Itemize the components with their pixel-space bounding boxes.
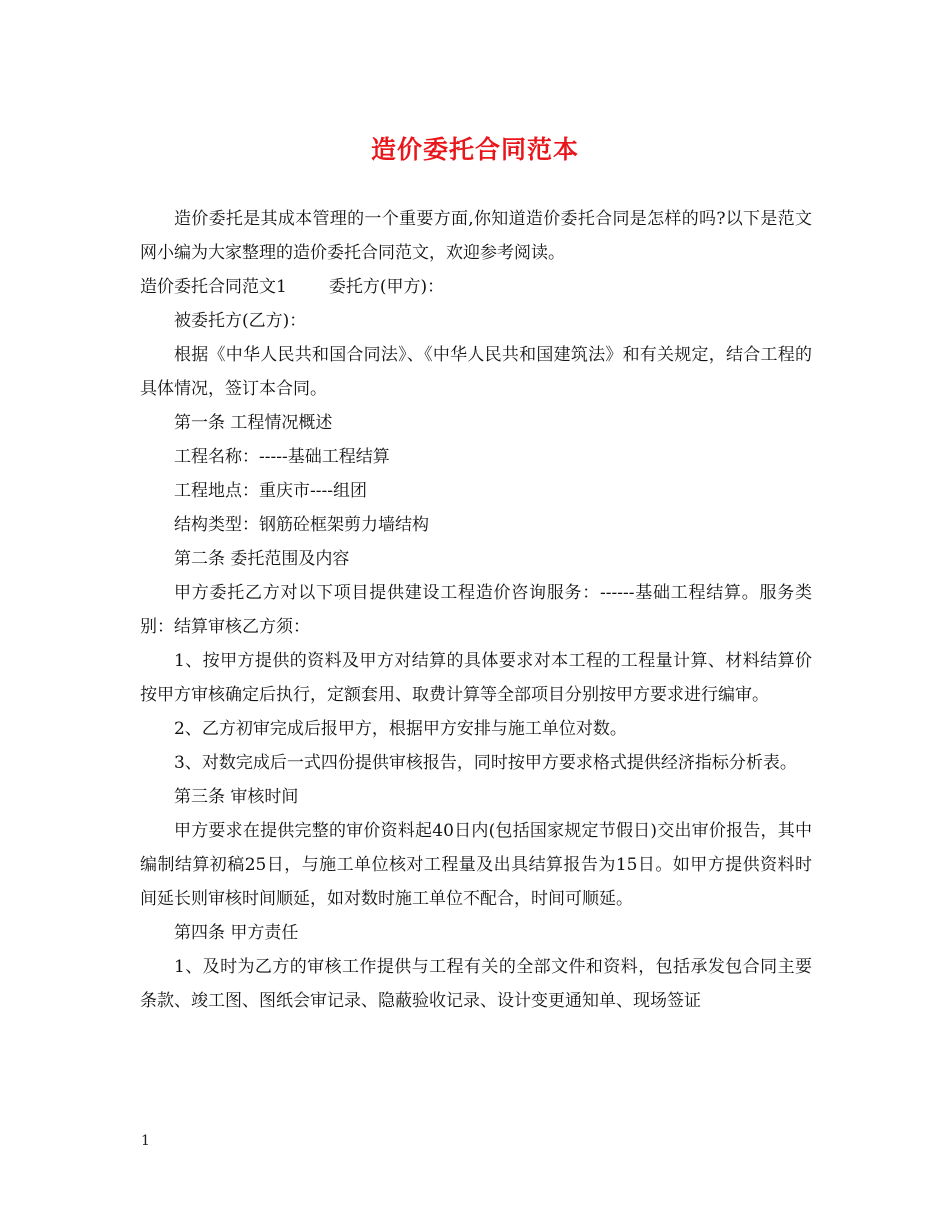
scope-item-1: 1、按甲方提供的资料及甲方对结算的具体要求对本工程的工程量计算、材料结算价按甲方审核确定后执行，定额套用、取费计算等全部项目分别按甲方要求进行编审。 [140, 651, 812, 705]
scope-item-2: 2、乙方初审完成后报甲方，根据甲方安排与施工单位对数。 [174, 719, 627, 739]
scope-item-3: 3、对数完成后一式四份提供审核报告，同时按甲方要求格式提供经济指标分析表。 [174, 753, 797, 773]
paragraph-party-b: 被委托方(乙方)： [174, 311, 307, 331]
document-body [140, 202, 812, 1018]
paragraph-legal-basis: 根据《中华人民共和国合同法》、《中华人民共和国建筑法》和有关规定，结合工程的具体情况，签订本合同。 [140, 345, 812, 399]
paragraph-scope: 甲方委托乙方对以下项目提供建设工程造价咨询服务：------基础工程结算。服务类别：结算审核乙方须： [140, 583, 812, 637]
article-2-heading: 第二条 委托范围及内容 [174, 549, 350, 569]
paragraph-sample-heading [140, 270, 812, 304]
sample-title: 造价委托合同范文1 [140, 277, 287, 297]
paragraph-intro: 造价委托是其成本管理的一个重要方面,你知道造价委托合同是怎样的吗?以下是范文网小编为大家整理的造价委托合同范文，欢迎参考阅读。 [140, 209, 812, 263]
page-number: 1 [141, 1133, 150, 1149]
article-3-heading: 第三条 审核时间 [174, 787, 299, 807]
structure-type: 结构类型：钢筋砼框架剪力墙结构 [174, 515, 429, 535]
document-title: 造价委托合同范本 [370, 135, 579, 164]
project-name: 工程名称：-----基础工程结算 [174, 447, 390, 467]
party-a-label: 委托方(甲方)： [328, 277, 445, 297]
article-4-heading: 第四条 甲方责任 [174, 923, 299, 943]
project-location: 工程地点：重庆市----组团 [174, 481, 367, 501]
paragraph-review-time: 甲方要求在提供完整的审价资料起40日内(包括国家规定节假日)交出审价报告，其中编制结算初稿25日，与施工单位核对工程量及出具结算报告为15日。如甲方提供资料时间延长则审核时间顺延，如对数时施工单位不配合，时间可顺延。 [140, 821, 812, 909]
article-1-heading: 第一条 工程情况概述 [174, 413, 333, 433]
party-a-duty-1: 1、及时为乙方的审核工作提供与工程有关的全部文件和资料，包括承发包合同主要条款、竣工图、图纸会审记录、隐蔽验收记录、设计变更通知单、现场签证 [140, 957, 812, 1011]
